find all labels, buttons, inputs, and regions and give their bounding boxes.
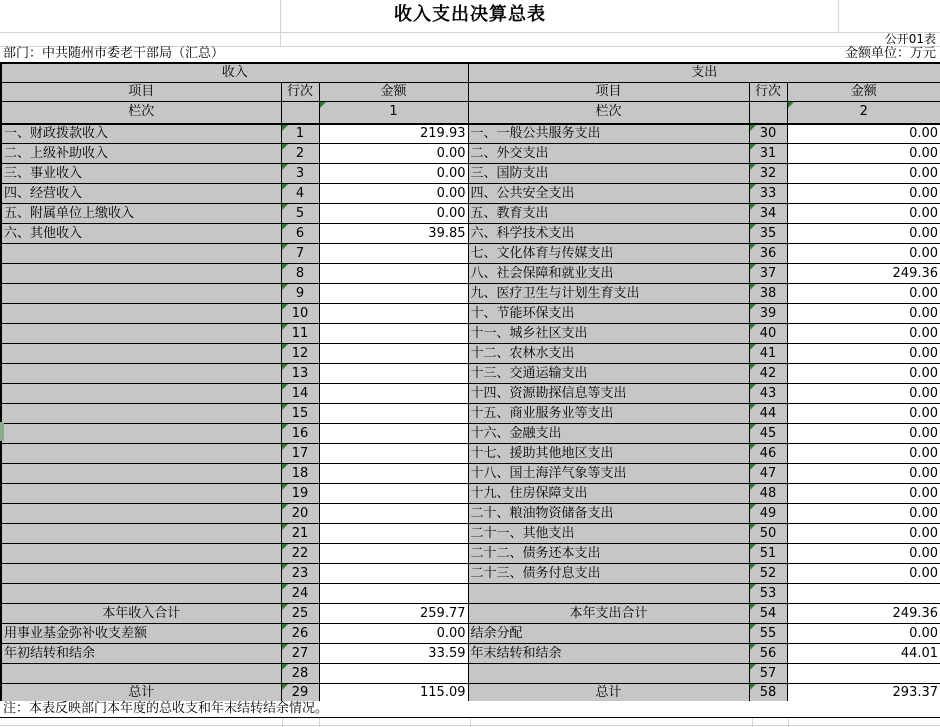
income-item-cell xyxy=(1,344,281,364)
expense-amount-cell: 0.00 xyxy=(787,484,940,504)
income-amount-cell xyxy=(319,264,468,284)
income-lanci-label: 栏次 xyxy=(1,102,281,124)
table-row xyxy=(1,664,940,684)
expense-line-cell: 43 xyxy=(749,384,787,404)
income-item-cell xyxy=(1,364,281,384)
expense-line-cell: 52 xyxy=(749,564,787,584)
income-line-cell: 23 xyxy=(281,564,319,584)
expense-amount-header: 金额 xyxy=(787,83,940,102)
income-line-cell: 13 xyxy=(281,364,319,384)
expense-item-cell: 结余分配 xyxy=(468,624,749,644)
expense-amount-cell: 0.00 xyxy=(787,244,940,264)
income-item-cell xyxy=(1,504,281,524)
income-amount-cell: 115.09 xyxy=(319,684,468,704)
expense-line-cell: 42 xyxy=(749,364,787,384)
income-amount-cell xyxy=(319,404,468,424)
income-item-cell xyxy=(1,284,281,304)
expense-item-cell: 四、公共安全支出 xyxy=(468,184,749,204)
income-item-cell xyxy=(1,424,281,444)
income-line-cell: 28 xyxy=(281,664,319,684)
expense-line-cell: 30 xyxy=(749,124,787,144)
expense-item-cell: 总计 xyxy=(468,684,749,704)
income-line-cell: 4 xyxy=(281,184,319,204)
department-label: 部门：中共随州市委老干部局（汇总） xyxy=(3,46,225,61)
income-line-cell: 27 xyxy=(281,644,319,664)
expense-line-cell: 51 xyxy=(749,544,787,564)
table-row xyxy=(1,444,940,464)
income-item-cell xyxy=(1,264,281,284)
income-item-cell xyxy=(1,444,281,464)
income-line-cell: 18 xyxy=(281,464,319,484)
expense-item-cell: 十六、金融支出 xyxy=(468,424,749,444)
expense-amount-cell: 0.00 xyxy=(787,524,940,544)
expense-item-cell: 二十二、债务还本支出 xyxy=(468,544,749,564)
income-item-cell: 二、上级补助收入 xyxy=(1,144,281,164)
income-line-cell: 21 xyxy=(281,524,319,544)
expense-line-cell: 40 xyxy=(749,324,787,344)
income-line-cell: 12 xyxy=(281,344,319,364)
expense-section-header: 支出 xyxy=(468,63,940,83)
table-row xyxy=(1,624,940,644)
expense-item-cell: 十八、国土海洋气象等支出 xyxy=(468,464,749,484)
table-row xyxy=(1,184,940,204)
income-item-cell xyxy=(1,544,281,564)
table-row xyxy=(1,404,940,424)
expense-line-cell: 45 xyxy=(749,424,787,444)
table-body xyxy=(1,124,940,704)
income-item-cell xyxy=(1,484,281,504)
expense-amount-cell: 0.00 xyxy=(787,324,940,344)
income-line-cell: 14 xyxy=(281,384,319,404)
expense-line-cell: 53 xyxy=(749,584,787,604)
expense-item-cell: 三、国防支出 xyxy=(468,164,749,184)
table-row xyxy=(1,524,940,544)
expense-line-cell: 39 xyxy=(749,304,787,324)
table-row xyxy=(1,564,940,584)
income-amount-cell xyxy=(319,284,468,304)
expense-lanci-label: 栏次 xyxy=(468,102,749,124)
income-line-cell: 22 xyxy=(281,544,319,564)
expense-amount-cell xyxy=(787,584,940,604)
income-item-cell: 年初结转和结余 xyxy=(1,644,281,664)
doc-code: 公开01表 xyxy=(884,32,936,46)
column-header-row xyxy=(1,83,940,102)
income-amount-cell xyxy=(319,544,468,564)
income-section-header: 收入 xyxy=(1,63,468,83)
expense-line-cell: 47 xyxy=(749,464,787,484)
expense-amount-cell: 0.00 xyxy=(787,284,940,304)
income-item-header: 项目 xyxy=(1,83,281,102)
income-item-cell xyxy=(1,464,281,484)
income-line-cell: 24 xyxy=(281,584,319,604)
income-item-cell xyxy=(1,584,281,604)
table-row xyxy=(1,424,940,444)
expense-item-cell xyxy=(468,664,749,684)
table-row xyxy=(1,144,940,164)
expense-column-number: 2 xyxy=(787,102,940,124)
expense-amount-cell: 0.00 xyxy=(787,404,940,424)
expense-item-cell: 十二、农林水支出 xyxy=(468,344,749,364)
expense-amount-cell: 0.00 xyxy=(787,304,940,324)
page-title: 收入支出决算总表 xyxy=(394,4,546,25)
unit-label: 金额单位：万元 xyxy=(844,46,936,61)
expense-amount-cell: 44.01 xyxy=(787,644,940,664)
expense-line-cell: 38 xyxy=(749,284,787,304)
income-item-cell xyxy=(1,244,281,264)
income-amount-cell xyxy=(319,304,468,324)
income-item-cell: 五、附属单位上缴收入 xyxy=(1,204,281,224)
income-amount-cell: 33.59 xyxy=(319,644,468,664)
income-line-cell: 26 xyxy=(281,624,319,644)
income-line-cell: 9 xyxy=(281,284,319,304)
income-amount-cell: 259.77 xyxy=(319,604,468,624)
table-row xyxy=(1,364,940,384)
income-item-cell: 四、经营收入 xyxy=(1,184,281,204)
income-amount-cell xyxy=(319,484,468,504)
table-row xyxy=(1,604,940,624)
income-line-cell: 11 xyxy=(281,324,319,344)
expense-line-cell: 55 xyxy=(749,624,787,644)
income-column-number: 1 xyxy=(319,102,468,124)
income-amount-cell: 39.85 xyxy=(319,224,468,244)
expense-line-cell: 50 xyxy=(749,524,787,544)
expense-line-header: 行次 xyxy=(749,83,787,102)
income-amount-cell xyxy=(319,524,468,544)
expense-line-cell: 34 xyxy=(749,204,787,224)
expense-amount-cell: 0.00 xyxy=(787,424,940,444)
expense-amount-cell: 249.36 xyxy=(787,604,940,624)
income-amount-cell xyxy=(319,564,468,584)
table-row xyxy=(1,124,940,144)
expense-line-cell: 49 xyxy=(749,504,787,524)
income-item-cell xyxy=(1,384,281,404)
expense-item-cell: 十七、援助其他地区支出 xyxy=(468,444,749,464)
expense-amount-cell: 0.00 xyxy=(787,224,940,244)
income-item-cell: 本年收入合计 xyxy=(1,604,281,624)
gridline-h-bot xyxy=(0,725,940,726)
income-item-cell: 一、财政拨款收入 xyxy=(1,124,281,144)
income-item-cell xyxy=(1,324,281,344)
income-amount-cell xyxy=(319,584,468,604)
expense-item-cell: 二十三、债务付息支出 xyxy=(468,564,749,584)
expense-item-cell: 二十、粮油物资储备支出 xyxy=(468,504,749,524)
income-amount-cell: 219.93 xyxy=(319,124,468,144)
expense-line-cell: 58 xyxy=(749,684,787,704)
income-line-cell: 1 xyxy=(281,124,319,144)
income-amount-cell: 0.00 xyxy=(319,624,468,644)
expense-item-cell: 九、医疗卫生与计划生育支出 xyxy=(468,284,749,304)
expense-amount-cell xyxy=(787,664,940,684)
expense-amount-cell: 0.00 xyxy=(787,184,940,204)
expense-item-cell: 十三、交通运输支出 xyxy=(468,364,749,384)
income-line-cell: 8 xyxy=(281,264,319,284)
income-line-cell: 19 xyxy=(281,484,319,504)
income-amount-header: 金额 xyxy=(319,83,468,102)
expense-item-cell: 十、节能环保支出 xyxy=(468,304,749,324)
income-amount-cell xyxy=(319,664,468,684)
expense-line-cell: 32 xyxy=(749,164,787,184)
expense-line-cell: 46 xyxy=(749,444,787,464)
expense-line-cell: 44 xyxy=(749,404,787,424)
income-amount-cell: 0.00 xyxy=(319,184,468,204)
meta-row xyxy=(0,46,940,62)
table-row xyxy=(1,484,940,504)
expense-amount-cell: 0.00 xyxy=(787,204,940,224)
row16-edge-marker xyxy=(0,422,4,441)
expense-line-cell: 31 xyxy=(749,144,787,164)
expense-amount-cell: 0.00 xyxy=(787,344,940,364)
table-row xyxy=(1,644,940,664)
table-row xyxy=(1,324,940,344)
income-item-cell xyxy=(1,524,281,544)
expense-amount-cell: 0.00 xyxy=(787,564,940,584)
income-line-cell: 25 xyxy=(281,604,319,624)
budget-table xyxy=(0,62,940,705)
income-amount-cell xyxy=(319,424,468,444)
income-amount-cell: 0.00 xyxy=(319,144,468,164)
expense-line-cell: 57 xyxy=(749,664,787,684)
table-row xyxy=(1,304,940,324)
income-item-cell: 总计 xyxy=(1,684,281,704)
expense-amount-cell: 0.00 xyxy=(787,544,940,564)
income-line-cell: 29 xyxy=(281,684,319,704)
expense-item-cell: 七、文化体育与传媒支出 xyxy=(468,244,749,264)
income-amount-cell xyxy=(319,504,468,524)
table-row xyxy=(1,264,940,284)
expense-item-cell: 十四、资源勘探信息等支出 xyxy=(468,384,749,404)
income-lanci-line-cell xyxy=(281,102,319,124)
income-line-cell: 7 xyxy=(281,244,319,264)
income-item-cell: 用事业基金弥补收支差额 xyxy=(1,624,281,644)
expense-line-cell: 37 xyxy=(749,264,787,284)
table-row xyxy=(1,504,940,524)
expense-line-cell: 56 xyxy=(749,644,787,664)
expense-line-cell: 41 xyxy=(749,344,787,364)
table-row xyxy=(1,384,940,404)
expense-line-cell: 54 xyxy=(749,604,787,624)
table-row xyxy=(1,464,940,484)
income-amount-cell xyxy=(319,324,468,344)
expense-item-cell: 年末结转和结余 xyxy=(468,644,749,664)
table-row xyxy=(1,284,940,304)
expense-amount-cell: 0.00 xyxy=(787,144,940,164)
expense-amount-cell: 0.00 xyxy=(787,504,940,524)
expense-amount-cell: 0.00 xyxy=(787,124,940,144)
income-line-cell: 10 xyxy=(281,304,319,324)
income-amount-cell: 0.00 xyxy=(319,204,468,224)
expense-item-cell: 八、社会保障和就业支出 xyxy=(468,264,749,284)
income-amount-cell xyxy=(319,244,468,264)
expense-item-cell: 本年支出合计 xyxy=(468,604,749,624)
income-line-cell: 20 xyxy=(281,504,319,524)
income-line-cell: 3 xyxy=(281,164,319,184)
income-line-header: 行次 xyxy=(281,83,319,102)
expense-amount-cell: 0.00 xyxy=(787,364,940,384)
expense-line-cell: 33 xyxy=(749,184,787,204)
income-amount-cell: 0.00 xyxy=(319,164,468,184)
income-line-cell: 17 xyxy=(281,444,319,464)
income-amount-cell xyxy=(319,384,468,404)
income-item-cell xyxy=(1,404,281,424)
expense-item-cell xyxy=(468,584,749,604)
expense-line-cell: 36 xyxy=(749,244,787,264)
expense-item-cell: 十九、住房保障支出 xyxy=(468,484,749,504)
expense-item-cell: 二十一、其他支出 xyxy=(468,524,749,544)
income-line-cell: 15 xyxy=(281,404,319,424)
income-item-cell xyxy=(1,304,281,324)
income-item-cell xyxy=(1,664,281,684)
expense-amount-cell: 0.00 xyxy=(787,444,940,464)
expense-line-cell: 48 xyxy=(749,484,787,504)
table-row xyxy=(1,344,940,364)
income-line-cell: 2 xyxy=(281,144,319,164)
expense-item-cell: 二、外交支出 xyxy=(468,144,749,164)
expense-item-cell: 六、科学技术支出 xyxy=(468,224,749,244)
income-line-cell: 6 xyxy=(281,224,319,244)
table-row xyxy=(1,164,940,184)
expense-lanci-line-cell xyxy=(749,102,787,124)
income-amount-cell xyxy=(319,344,468,364)
income-item-cell: 三、事业收入 xyxy=(1,164,281,184)
income-amount-cell xyxy=(319,464,468,484)
expense-line-cell: 35 xyxy=(749,224,787,244)
expense-amount-cell: 0.00 xyxy=(787,384,940,404)
expense-amount-cell: 249.36 xyxy=(787,264,940,284)
table-row xyxy=(1,584,940,604)
footnote: 注：本表反映部门本年度的总收支和年末结转结余情况。 xyxy=(0,701,940,718)
expense-amount-cell: 0.00 xyxy=(787,624,940,644)
expense-item-cell: 十一、城乡社区支出 xyxy=(468,324,749,344)
income-line-cell: 5 xyxy=(281,204,319,224)
income-item-cell xyxy=(1,564,281,584)
table-row xyxy=(1,224,940,244)
expense-item-cell: 五、教育支出 xyxy=(468,204,749,224)
income-item-cell: 六、其他收入 xyxy=(1,224,281,244)
income-amount-cell xyxy=(319,364,468,384)
table-row xyxy=(1,544,940,564)
expense-amount-cell: 293.37 xyxy=(787,684,940,704)
expense-amount-cell: 0.00 xyxy=(787,164,940,184)
income-line-cell: 16 xyxy=(281,424,319,444)
table-row xyxy=(1,204,940,224)
section-header-row xyxy=(1,63,940,83)
income-amount-cell xyxy=(319,444,468,464)
expense-item-header: 项目 xyxy=(468,83,749,102)
expense-item-cell: 一、一般公共服务支出 xyxy=(468,124,749,144)
table-row xyxy=(1,244,940,264)
expense-item-cell: 十五、商业服务业等支出 xyxy=(468,404,749,424)
expense-amount-cell: 0.00 xyxy=(787,464,940,484)
column-number-row xyxy=(1,102,940,124)
